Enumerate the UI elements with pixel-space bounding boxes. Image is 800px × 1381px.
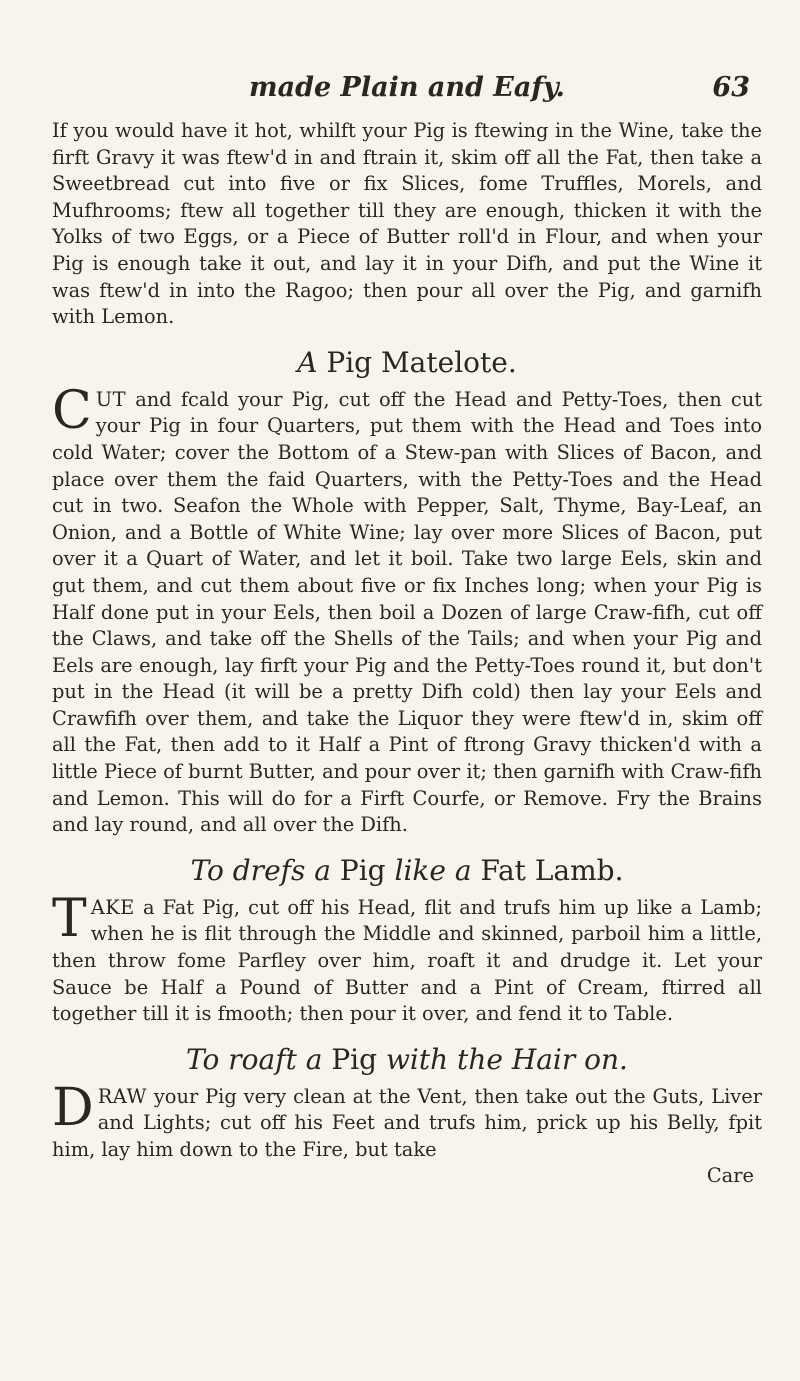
heading-pig-matelote	[52, 345, 762, 381]
lead-word: UT	[95, 387, 127, 411]
recipe-body: your Pig very clean at the Vent, then take out the Guts, Liver and Lights; cut off his Feet and trufs him, prick up his Belly, fpit him, lay him down to the Fire, but take	[52, 1084, 762, 1161]
heading-rest: Pig Matelote.	[326, 345, 517, 379]
heading-italic: To roaft a	[186, 1042, 323, 1076]
drop-cap: D	[52, 1077, 94, 1138]
heading-italic-2: like a	[394, 853, 472, 887]
heading-rest-2: Fat Lamb.	[480, 853, 624, 887]
recipe-body: and fcald your Pig, cut off the Head and Petty-Toes, then cut your Pig in four Quarters, put them with the Head and Toes into cold Water; cover the Bottom of a Stew-pan with Slices of Bacon, and place over them the faid Quarters, with the Petty-Toes and the Head cut in two. Seafon the Whole with Pepper, Salt, Thyme, Bay-Leaf, an Onion, and a Bottle of White Wine; lay over more Slices of Bacon, put over it a Quart of Water, and let it boil. Take two large Eels, skin and gut them, and cut them about five or fix Inches long; when your Pig is Half done put in your Eels, then boil a Dozen of large Craw-fifh, cut off the Claws, and take off the Shells of the Tails; and when your Pig and Eels are enough, lay firft your Pig and the Petty-Toes round it, but don't put in the Head (it will be a pretty Difh cold) then lay your Eels and Crawfifh over them, and take the Liquor they were ftew'd in, skim off all the Fat, then add to it Half a Pint of ftrong Gravy thicken'd with a little Piece of burnt Butter, and pour over it; then garnifh with Craw-fifh and Lemon. This will do for a Firft Courfe, or Remove. Fry the Brains and lay round, and all over the Difh.	[52, 387, 762, 837]
heading-pig-like-lamb	[52, 853, 762, 889]
running-head-title: made Plain and Eafy.	[249, 72, 565, 103]
heading-rest: Pig	[331, 1042, 378, 1076]
recipe-pig-like-lamb	[52, 888, 762, 1028]
catchword: Care	[706, 1163, 754, 1187]
page-number: 63	[712, 72, 750, 103]
lead-word: AKE	[90, 895, 135, 919]
drop-cap: C	[52, 380, 92, 441]
intro-paragraph: If you would have it hot, whilft your Pig is ftewing in the Wine, take the firft Gravy it was ftew'd in and ftrain it, skim off all the Fat, then take a Sweetbread cut into five or fix Slices, fome Truffles, Morels, and Mufhrooms; ftew all together till they are enough, thicken it with the Yolks of two Eggs, or a Piece of Butter roll'd in Flour, and when your Pig is enough take it out, and lay it in your Difh, and put the Wine it was ftew'd in into the Ragoo; then pour all over the Pig, and garnifh with Lemon.	[52, 119, 762, 329]
recipe-body: a Fat Pig, cut off his Head, flit and trufs him up like a Lamb; when he is flit through the Middle and skinned, parboil him a little, then throw fome Parfley over him, roaft it and drudge it. Let your Sauce be Half a Pound of Butter and a Pint of Cream, ftirred all together till it is fmooth; then pour it over, and fend it to Table.	[52, 895, 762, 1026]
heading-rest: Pig	[339, 853, 386, 887]
running-head	[52, 72, 762, 112]
heading-italic: To drefs a	[190, 853, 331, 887]
drop-cap: T	[52, 888, 87, 949]
heading-italic-2: with the Hair on.	[385, 1042, 628, 1076]
heading-italic: A	[297, 345, 318, 379]
recipe-pig-matelote	[52, 380, 762, 839]
lead-word: RAW	[97, 1084, 147, 1108]
heading-roast-pig-hair-on	[52, 1042, 762, 1078]
recipe-roast-pig-hair-on	[52, 1077, 762, 1164]
